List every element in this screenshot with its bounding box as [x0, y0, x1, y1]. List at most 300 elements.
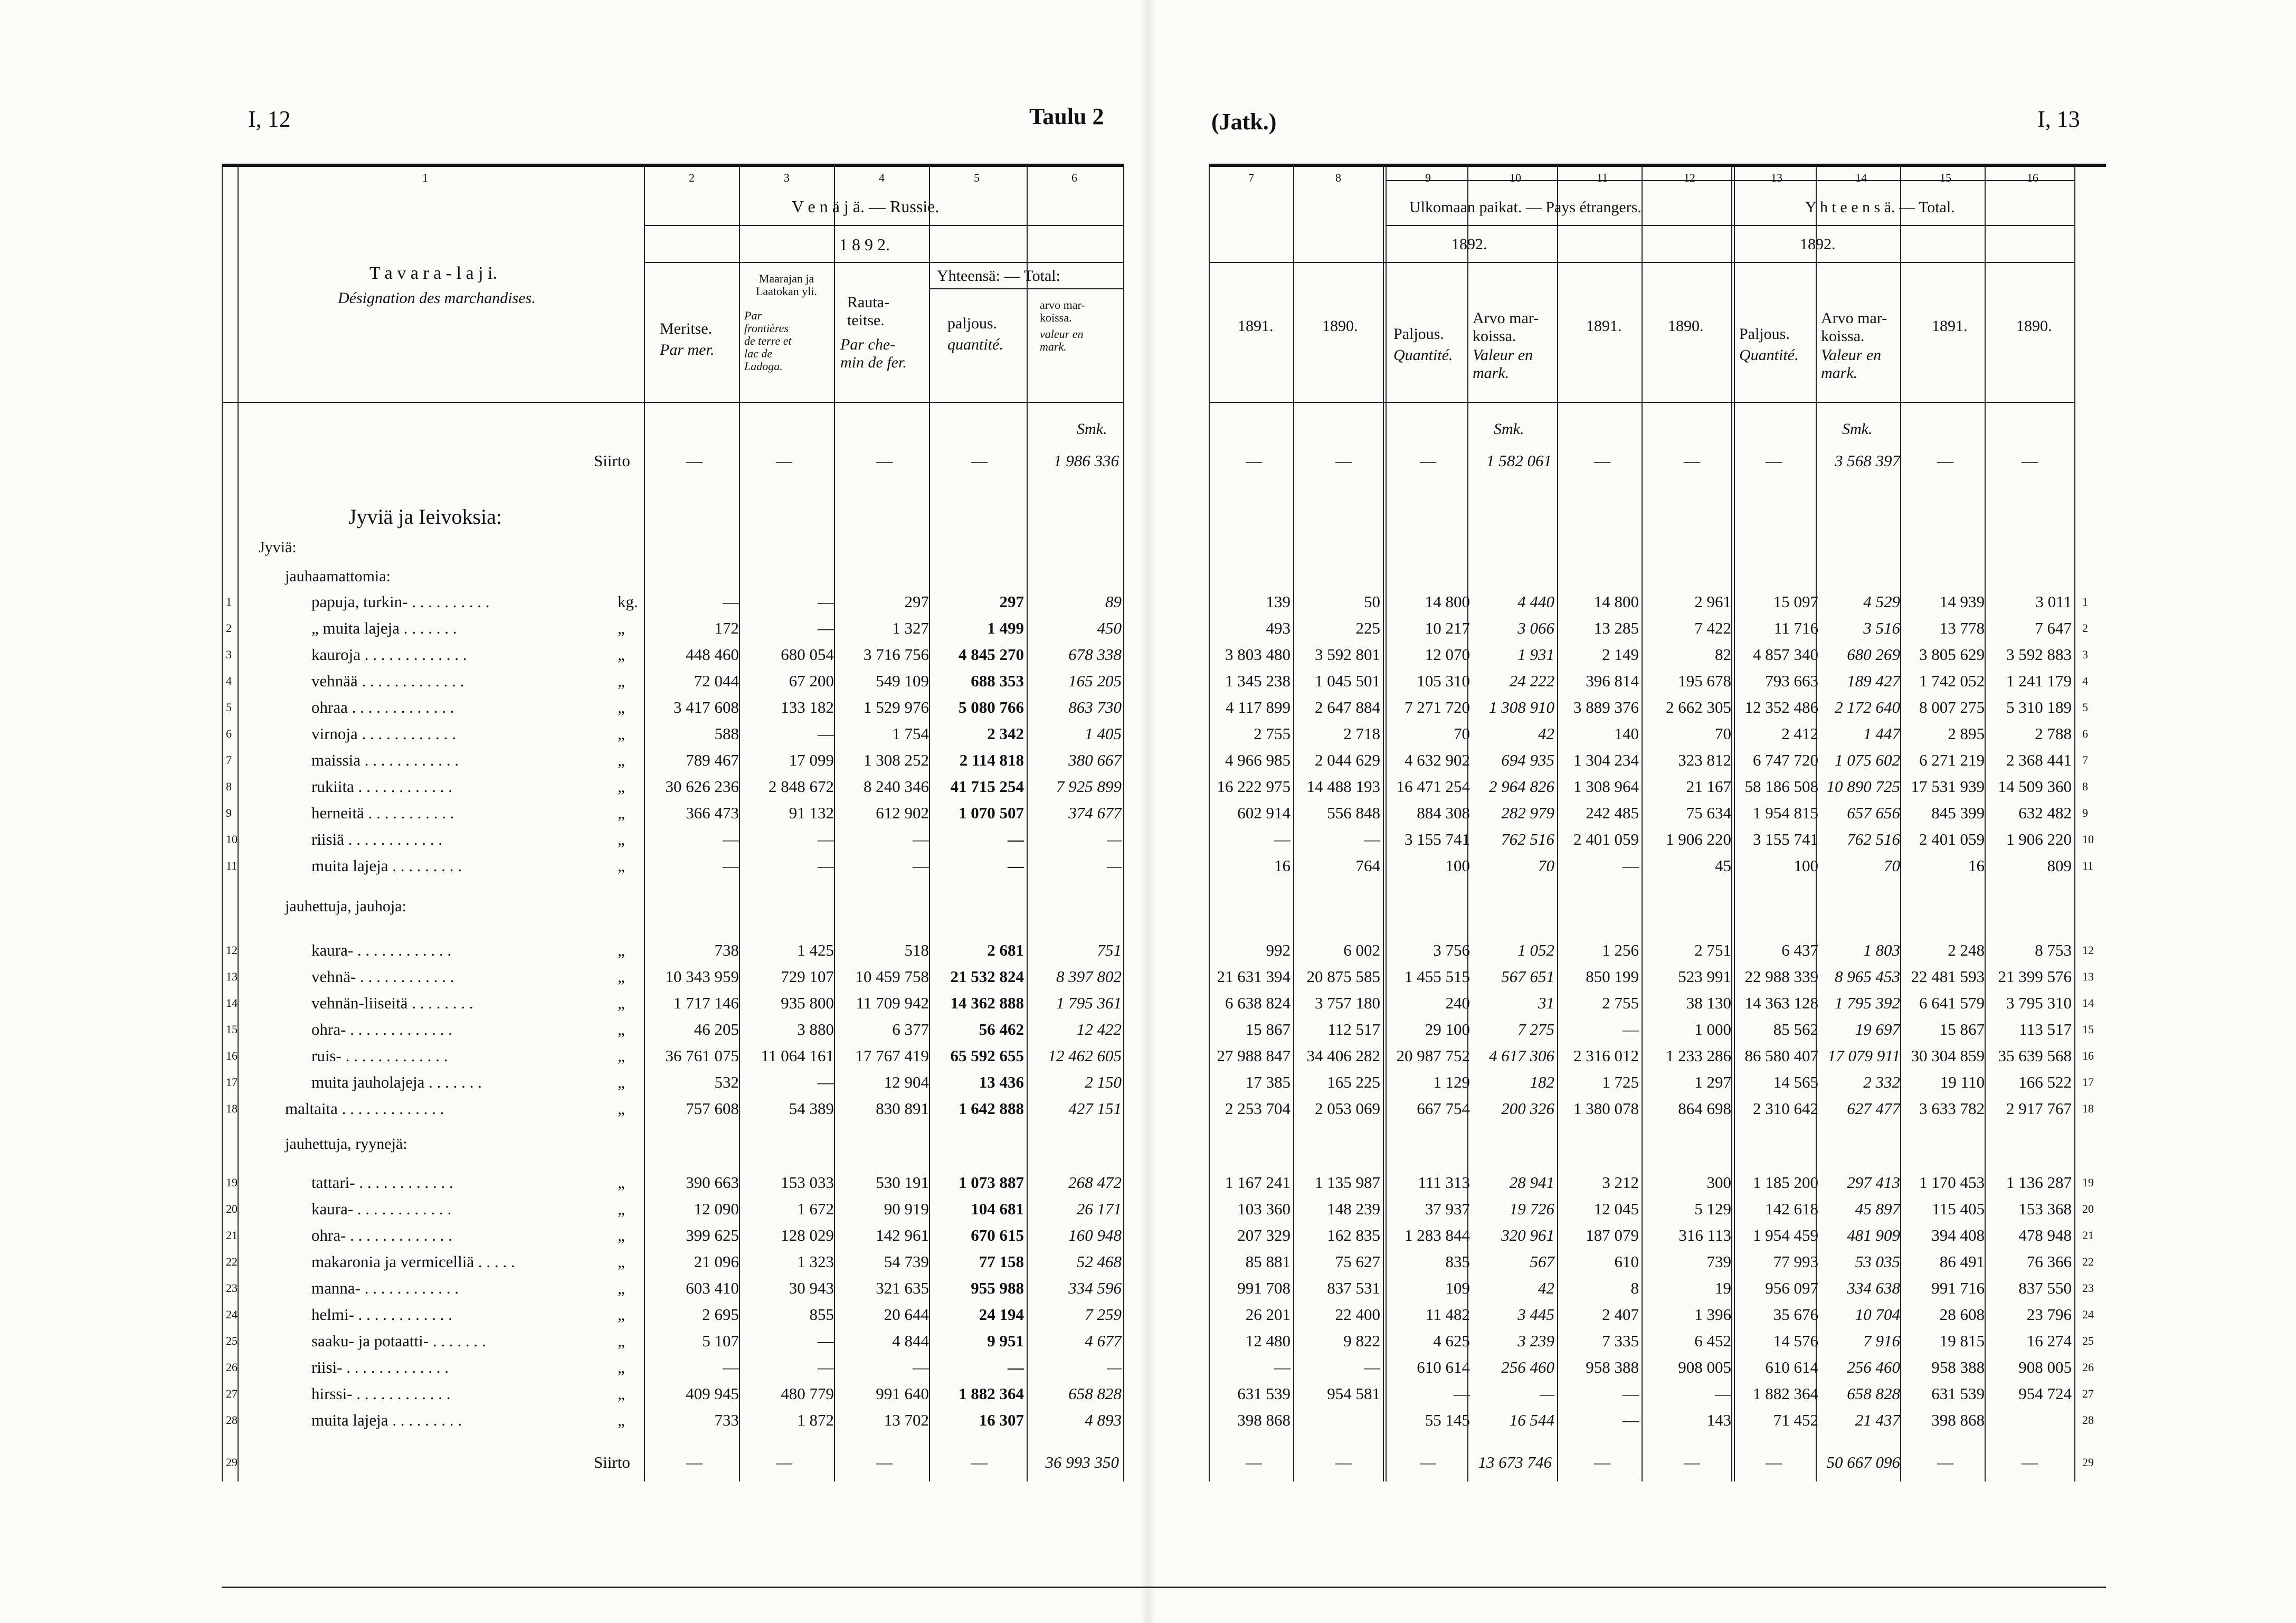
- arvo-heading: arvo mar- koissa.: [1040, 298, 1085, 324]
- cell-col-8: 556 848: [1327, 804, 1380, 822]
- table-row: [0, 964, 2296, 989]
- cell-col-8: 225: [1355, 619, 1380, 637]
- row-unit: „: [618, 994, 625, 1012]
- cell-col-11: 7 335: [1602, 1332, 1639, 1350]
- cell-col-4: 20 644: [884, 1305, 929, 1324]
- cell-col-5: 41 715 254: [950, 777, 1024, 796]
- row-unit: „: [618, 724, 625, 743]
- cell-col-7: 493: [1266, 619, 1291, 637]
- cell-col-3: 91 132: [789, 804, 834, 822]
- row-unit: „: [618, 672, 625, 690]
- cell-col-11: —: [1623, 856, 1639, 875]
- cell-col-12: 38 130: [1686, 994, 1731, 1012]
- col-num-14: 14: [1855, 171, 1867, 184]
- row-number: 26: [226, 1361, 238, 1374]
- cell-col-4: 3 716 756: [864, 645, 929, 664]
- cell-col-16: 113 517: [2019, 1020, 2072, 1039]
- cell-col-4: 549 109: [876, 672, 929, 690]
- cell-col-6: 2 150: [1085, 1073, 1122, 1091]
- cell-col-2: 2 695: [702, 1305, 739, 1324]
- cell-col-9: 240: [1445, 994, 1470, 1012]
- cell-col-8: 148 239: [1327, 1200, 1380, 1218]
- row-number-right: 29: [2082, 1456, 2094, 1469]
- table-row: [0, 615, 2296, 641]
- table-row: [0, 1169, 2296, 1195]
- cell-col-15: 28 608: [1939, 1305, 1985, 1324]
- cell-col-14: 189 427: [1847, 672, 1900, 690]
- siirto-dash: —: [1246, 1453, 1262, 1471]
- cell-col-4: 1 308 252: [864, 751, 929, 769]
- cell-col-2: 399 625: [686, 1226, 739, 1244]
- cell-col-2: 30 626 236: [665, 777, 739, 796]
- table-row: [0, 1381, 2296, 1407]
- cell-col-13: 14 576: [1773, 1332, 1818, 1350]
- row-number-right: 11: [2082, 859, 2094, 872]
- cell-col-4: 142 961: [876, 1226, 929, 1244]
- table-row: [0, 937, 2296, 963]
- cell-col-4: 17 767 419: [855, 1046, 929, 1065]
- cell-col-8: 2 053 069: [1315, 1099, 1380, 1118]
- cell-col-6: 863 730: [1068, 698, 1122, 716]
- right-table-title: (Jatk.): [1211, 109, 1277, 135]
- row-number-right: 12: [2082, 943, 2094, 957]
- rauta-heading: Rauta- teitse.: [847, 294, 889, 329]
- row-label: makaronia ja vermicelliä . . . . .: [311, 1252, 515, 1271]
- col-num-2: 2: [689, 171, 695, 184]
- cell-col-15: 3 805 629: [1919, 645, 1985, 664]
- row-number: 23: [226, 1281, 238, 1295]
- cell-col-7: 631 539: [1237, 1384, 1291, 1403]
- cell-col-5: 2 681: [987, 941, 1024, 959]
- table-row: [0, 1407, 2296, 1433]
- row-number: 18: [226, 1102, 238, 1115]
- cell-col-15: 115 405: [1932, 1200, 1985, 1218]
- cell-col-5: —: [1008, 856, 1024, 875]
- cell-col-12: 82: [1715, 645, 1731, 664]
- cell-col-11: 140: [1614, 724, 1639, 743]
- siirto-ulko-arvo: 1 582 061: [1486, 451, 1552, 470]
- cell-col-15: 398 868: [1931, 1411, 1985, 1429]
- cell-col-13: 2 310 642: [1753, 1099, 1818, 1118]
- cell-col-8: 22 400: [1335, 1305, 1380, 1324]
- cell-col-4: 54 739: [884, 1252, 929, 1271]
- row-number-right: 23: [2082, 1281, 2094, 1295]
- cell-col-14: 481 909: [1847, 1226, 1900, 1244]
- cell-col-3: 153 033: [781, 1173, 834, 1192]
- cell-col-3: 855: [809, 1305, 834, 1324]
- cell-col-5: 1 642 888: [959, 1099, 1024, 1118]
- row-number: 8: [226, 780, 232, 793]
- cell-col-6: 268 472: [1068, 1173, 1122, 1192]
- table-row: [0, 1275, 2296, 1301]
- cell-col-12: 908 005: [1678, 1358, 1731, 1376]
- year-1891-b: 1891.: [1586, 317, 1622, 335]
- cell-col-13: 71 452: [1773, 1411, 1818, 1429]
- cell-col-6: —: [1107, 856, 1122, 875]
- siirto-dash: —: [971, 1453, 988, 1471]
- cell-col-2: 3 417 608: [673, 698, 739, 716]
- cell-col-13: 12 352 486: [1744, 698, 1818, 716]
- cell-col-13: 6 747 720: [1753, 751, 1818, 769]
- row-number-right: 19: [2082, 1176, 2094, 1189]
- cell-col-9: 10 217: [1425, 619, 1470, 637]
- cell-col-11: 2 401 059: [1573, 830, 1639, 848]
- row-number: 11: [226, 859, 238, 872]
- cell-col-13: 100: [1794, 856, 1818, 875]
- row-unit: „: [618, 1384, 625, 1403]
- cell-col-15: 394 408: [1931, 1226, 1985, 1244]
- cell-col-9: 3 155 741: [1405, 830, 1470, 848]
- category-heading: T a v a r a - l a j i.: [369, 263, 498, 283]
- col-num-7: 7: [1248, 171, 1254, 184]
- cell-col-7: 139: [1266, 592, 1291, 611]
- cell-col-14: 1 075 602: [1835, 751, 1900, 769]
- cell-col-9: 16 471 254: [1396, 777, 1470, 796]
- cell-col-11: 396 814: [1586, 672, 1639, 690]
- cell-col-15: 2 401 059: [1919, 830, 1985, 848]
- row-label: vehnää . . . . . . . . . . . . .: [311, 672, 464, 690]
- cell-col-10: 320 961: [1501, 1226, 1554, 1244]
- row-label: ruis- . . . . . . . . . . . . .: [311, 1046, 448, 1065]
- cell-col-16: 23 796: [2026, 1305, 2072, 1324]
- cell-col-4: 830 891: [876, 1099, 929, 1118]
- cell-col-15: 8 007 275: [1919, 698, 1985, 716]
- cell-col-10: 694 935: [1501, 751, 1554, 769]
- cell-col-11: 1 308 964: [1573, 777, 1639, 796]
- cell-col-5: 670 615: [971, 1226, 1024, 1244]
- cell-col-16: 14 509 360: [1998, 777, 2072, 796]
- row-unit: „: [618, 967, 625, 986]
- table-row: [0, 1096, 2296, 1121]
- siirto-dash: —: [1766, 451, 1782, 470]
- cell-col-15: 2 895: [1948, 724, 1985, 743]
- row-number-right: 26: [2082, 1361, 2094, 1374]
- cell-col-12: 1 396: [1694, 1305, 1731, 1324]
- cell-col-12: 45: [1715, 856, 1731, 875]
- valeur-ulko: Valeur en mark.: [1473, 346, 1533, 382]
- cell-col-14: 680 269: [1847, 645, 1900, 664]
- siirto-label: Siirto: [594, 451, 630, 470]
- cell-col-15: 16: [1968, 856, 1985, 875]
- cell-col-8: 2 044 629: [1315, 751, 1380, 769]
- cell-col-10: 3 239: [1517, 1332, 1554, 1350]
- cell-col-8: 9 822: [1343, 1332, 1380, 1350]
- table-row: [0, 1354, 2296, 1380]
- row-number-right: 22: [2082, 1255, 2094, 1268]
- cell-col-4: —: [913, 1358, 929, 1376]
- cell-col-6: 165 205: [1068, 672, 1122, 690]
- cell-col-13: 142 618: [1765, 1200, 1818, 1218]
- cell-col-16: 21 399 576: [1998, 967, 2072, 986]
- cell-col-15: 2 248: [1948, 941, 1985, 959]
- cell-col-8: 2 718: [1343, 724, 1380, 743]
- row-unit: „: [618, 1252, 625, 1271]
- cell-col-9: 610 614: [1417, 1358, 1470, 1376]
- cell-col-13: 15 097: [1773, 592, 1818, 611]
- cell-col-4: 321 635: [876, 1279, 929, 1297]
- cell-col-8: 1 135 987: [1315, 1173, 1380, 1192]
- cell-col-16: 3 592 883: [2006, 645, 2072, 664]
- cell-col-10: 567 651: [1501, 967, 1554, 986]
- cell-col-2: 172: [714, 619, 739, 637]
- row-number: 17: [226, 1075, 238, 1089]
- paljous-ulko: Paljous.: [1393, 325, 1444, 343]
- cell-col-3: —: [818, 830, 834, 848]
- row-unit: „: [618, 1200, 625, 1218]
- row-unit: „: [618, 1279, 625, 1297]
- cell-col-3: 2 848 672: [769, 777, 834, 796]
- cell-col-12: 523 991: [1678, 967, 1731, 986]
- row-number-right: 4: [2082, 674, 2088, 687]
- siirto-dash: —: [876, 1453, 893, 1471]
- cell-col-10: 1 308 910: [1489, 698, 1554, 716]
- row-label: virnoja . . . . . . . . . . . .: [311, 724, 456, 743]
- cell-col-8: 162 835: [1327, 1226, 1380, 1244]
- cell-col-13: 3 155 741: [1753, 830, 1818, 848]
- cell-col-3: —: [818, 1358, 834, 1376]
- siirto-dash: —: [1335, 451, 1352, 470]
- cell-col-8: 50: [1364, 592, 1380, 611]
- cell-col-3: 30 943: [789, 1279, 834, 1297]
- currency-mark: Smk.: [1077, 420, 1107, 438]
- row-number: 14: [226, 996, 238, 1009]
- cell-col-7: 12 480: [1245, 1332, 1291, 1350]
- cell-col-14: 1 447: [1863, 724, 1900, 743]
- cell-col-7: 3 803 480: [1225, 645, 1291, 664]
- year-1891-c: 1891.: [1932, 317, 1968, 335]
- table-row: [0, 694, 2296, 720]
- cell-col-15: 958 388: [1931, 1358, 1985, 1376]
- cell-col-13: 86 580 407: [1744, 1046, 1818, 1065]
- col-num-1: 1: [422, 171, 428, 184]
- cell-col-7: 602 914: [1237, 804, 1291, 822]
- cell-col-12: 6 452: [1694, 1332, 1731, 1350]
- row-number: 15: [226, 1023, 238, 1036]
- cell-col-14: 762 516: [1847, 830, 1900, 848]
- cell-col-3: —: [818, 592, 834, 611]
- cell-col-9: —: [1454, 1384, 1470, 1403]
- cell-col-14: 334 638: [1847, 1279, 1900, 1297]
- row-number: 29: [226, 1456, 238, 1469]
- cell-col-12: 1 297: [1694, 1073, 1731, 1091]
- row-unit: „: [618, 1305, 625, 1324]
- cell-col-9: 70: [1454, 724, 1470, 743]
- cell-col-9: 12 070: [1425, 645, 1470, 664]
- cell-col-5: 56 462: [979, 1020, 1024, 1039]
- table-row: [0, 1043, 2296, 1069]
- row-unit: „: [618, 1411, 625, 1429]
- cell-col-16: 954 724: [2018, 1384, 2072, 1403]
- cell-col-2: 366 473: [686, 804, 739, 822]
- cell-col-8: 954 581: [1327, 1384, 1380, 1403]
- cell-col-9: 20 987 752: [1396, 1046, 1470, 1065]
- par-mer-heading: Par mer.: [660, 341, 715, 358]
- table-row: [0, 589, 2296, 615]
- cell-col-2: —: [723, 1358, 739, 1376]
- siirto-ulko-arvo: 13 673 746: [1478, 1453, 1552, 1471]
- siirto-venaja-arvo: 1 986 336: [1054, 451, 1119, 470]
- row-number-right: 3: [2082, 648, 2088, 661]
- cell-col-6: 658 828: [1068, 1384, 1122, 1403]
- row-number-right: 14: [2082, 996, 2094, 1009]
- cell-col-14: 1 803: [1863, 941, 1900, 959]
- row-number: 5: [226, 701, 232, 714]
- cell-col-3: 729 107: [781, 967, 834, 986]
- cell-col-10: 31: [1538, 994, 1554, 1012]
- cell-col-16: 166 522: [2018, 1073, 2072, 1091]
- cell-col-16: 2 788: [2035, 724, 2072, 743]
- cell-col-6: 4 893: [1085, 1411, 1122, 1429]
- row-number-right: 18: [2082, 1102, 2094, 1115]
- siirto-dash: —: [2022, 451, 2038, 470]
- row-unit: „: [618, 941, 625, 959]
- cell-col-14: 70: [1884, 856, 1900, 875]
- cell-col-16: 809: [2047, 856, 2072, 875]
- cell-col-15: 14 939: [1939, 592, 1985, 611]
- cell-col-4: 991 640: [876, 1384, 929, 1403]
- cell-col-12: 316 113: [1678, 1226, 1731, 1244]
- row-number: 25: [226, 1334, 238, 1347]
- row-number-right: 6: [2082, 727, 2088, 740]
- col-num-3: 3: [784, 171, 790, 184]
- cell-col-5: 9 951: [987, 1332, 1024, 1350]
- col-num-15: 15: [1940, 171, 1951, 184]
- siirto-dash: —: [1766, 1453, 1782, 1471]
- cell-col-13: 35 676: [1773, 1305, 1818, 1324]
- cell-col-6: —: [1107, 830, 1122, 848]
- row-label: riisiä . . . . . . . . . . . .: [311, 830, 442, 848]
- cell-col-2: 390 663: [686, 1173, 739, 1192]
- cell-col-9: 111 313: [1418, 1173, 1470, 1192]
- cell-col-13: 956 097: [1765, 1279, 1818, 1297]
- table-row: [0, 1016, 2296, 1042]
- siirto-venaja-arvo: 36 993 350: [1045, 1453, 1119, 1471]
- cell-col-10: 762 516: [1501, 830, 1554, 848]
- cell-col-5: 65 592 655: [950, 1046, 1024, 1065]
- cell-col-11: 12 045: [1593, 1200, 1639, 1218]
- cell-col-3: 935 800: [781, 994, 834, 1012]
- cell-col-9: 1 129: [1433, 1073, 1470, 1091]
- cell-col-13: 14 565: [1773, 1073, 1818, 1091]
- cell-col-12: 2 961: [1694, 592, 1731, 611]
- cell-col-9: 105 310: [1417, 672, 1470, 690]
- cell-col-4: 4 844: [892, 1332, 929, 1350]
- cell-col-11: —: [1623, 1411, 1639, 1429]
- cell-col-3: 133 182: [781, 698, 834, 716]
- cell-col-11: 610: [1614, 1252, 1639, 1271]
- cell-col-13: 1 954 815: [1753, 804, 1818, 822]
- row-number: 21: [226, 1229, 238, 1242]
- cell-col-2: 603 410: [686, 1279, 739, 1297]
- cell-col-2: 789 467: [686, 751, 739, 769]
- row-label: muita lajeja . . . . . . . . .: [311, 856, 462, 875]
- cell-col-16: 16 274: [2026, 1332, 2072, 1350]
- cell-col-2: 448 460: [686, 645, 739, 664]
- cell-col-12: 864 698: [1678, 1099, 1731, 1118]
- cell-col-6: 751: [1097, 941, 1122, 959]
- cell-col-3: 11 064 161: [761, 1046, 834, 1065]
- cell-col-15: 991 716: [1931, 1279, 1985, 1297]
- cell-col-9: 4 632 902: [1405, 751, 1470, 769]
- cell-col-10: 42: [1538, 724, 1554, 743]
- cell-col-14: 8 965 453: [1835, 967, 1900, 986]
- row-number-right: 1: [2082, 595, 2088, 608]
- cell-col-6: 374 677: [1068, 804, 1122, 822]
- cell-col-3: 480 779: [781, 1384, 834, 1403]
- siirto-dash: —: [686, 1453, 703, 1471]
- cell-col-7: 17 385: [1245, 1073, 1291, 1091]
- row-unit: kg.: [618, 592, 638, 611]
- cell-col-16: 1 241 179: [2006, 672, 2072, 690]
- cell-col-9: 29 100: [1425, 1020, 1470, 1039]
- cell-col-8: 6 002: [1343, 941, 1380, 959]
- cell-col-8: 20 875 585: [1306, 967, 1380, 986]
- cell-col-10: 7 275: [1517, 1020, 1554, 1039]
- row-number: 6: [226, 727, 232, 740]
- cell-col-10: 3 445: [1517, 1305, 1554, 1324]
- row-label: helmi- . . . . . . . . . . . .: [311, 1305, 452, 1324]
- cell-col-3: 1 672: [797, 1200, 834, 1218]
- siirto-dash: —: [1937, 451, 1953, 470]
- cell-col-3: 1 872: [797, 1411, 834, 1429]
- row-unit: „: [618, 1073, 625, 1091]
- row-label: kaura- . . . . . . . . . . . .: [311, 1200, 452, 1218]
- row-label: muita jauholajeja . . . . . . .: [311, 1073, 482, 1091]
- cell-col-9: 3 756: [1433, 941, 1470, 959]
- table-row: [0, 721, 2296, 747]
- cell-col-12: 21 167: [1686, 777, 1731, 796]
- row-number: 20: [226, 1202, 238, 1215]
- row-number: 4: [226, 674, 232, 687]
- cell-col-12: 7 422: [1694, 619, 1731, 637]
- cell-col-10: 200 326: [1501, 1099, 1554, 1118]
- cell-col-7: 4 117 899: [1226, 698, 1291, 716]
- cell-col-16: 1 906 220: [2006, 830, 2072, 848]
- cell-col-11: 8: [1630, 1279, 1639, 1297]
- row-label: maltaita . . . . . . . . . . . . .: [285, 1099, 444, 1118]
- cell-col-11: 3 212: [1602, 1173, 1639, 1192]
- cell-col-16: 5 310 189: [2006, 698, 2072, 716]
- right-page-number: I, 13: [2037, 106, 2080, 132]
- year-1892-ulko: 1892.: [1451, 235, 1487, 253]
- cell-col-2: 738: [714, 941, 739, 959]
- cell-col-6: 26 171: [1076, 1200, 1122, 1218]
- siirto-dash: —: [1420, 1453, 1436, 1471]
- siirto-dash: —: [876, 451, 893, 470]
- cell-col-7: 991 708: [1237, 1279, 1291, 1297]
- cell-col-15: 22 481 593: [1911, 967, 1985, 986]
- row-number-right: 20: [2082, 1202, 2094, 1215]
- siirto-dash: —: [776, 451, 792, 470]
- table-row: [0, 1249, 2296, 1275]
- cell-col-3: 1 425: [797, 941, 834, 959]
- row-number-right: 16: [2082, 1049, 2094, 1062]
- cell-col-2: —: [723, 592, 739, 611]
- cell-col-8: 837 531: [1327, 1279, 1380, 1297]
- year-1890-b: 1890.: [1668, 317, 1704, 335]
- cell-col-3: —: [818, 856, 834, 875]
- cell-col-5: 5 080 766: [959, 698, 1024, 716]
- cell-col-6: 4 677: [1085, 1332, 1122, 1350]
- cell-col-6: 89: [1105, 592, 1122, 611]
- cell-col-6: 12 462 605: [1048, 1046, 1122, 1065]
- cell-col-7: 16 222 975: [1217, 777, 1291, 796]
- row-label: riisi- . . . . . . . . . . . . .: [311, 1358, 449, 1376]
- cell-col-13: 85 562: [1773, 1020, 1818, 1039]
- table-row: [0, 826, 2296, 852]
- cell-col-12: 1 906 220: [1666, 830, 1731, 848]
- cell-col-16: 837 550: [2018, 1279, 2072, 1297]
